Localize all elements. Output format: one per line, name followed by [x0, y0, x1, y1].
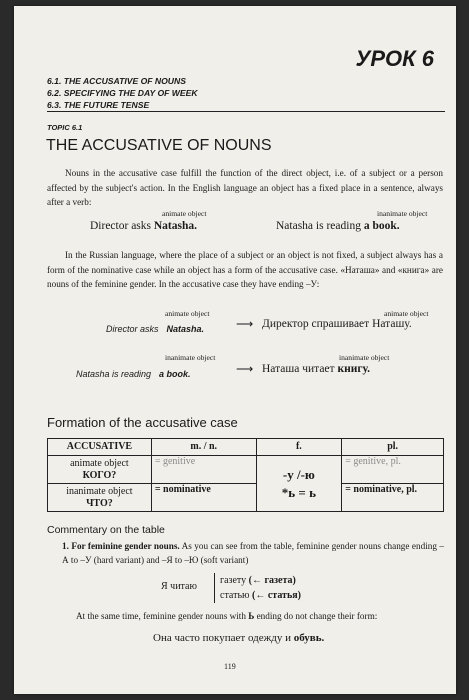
form-statyu-note: (← статья) — [252, 590, 301, 601]
ru-example-2-left-object: a book. — [159, 369, 191, 379]
page-number: 119 — [224, 662, 236, 671]
form-gazetu-note: (← газета) — [248, 575, 296, 586]
commentary-cont-post: ending do not change their form: — [254, 611, 378, 621]
ru-example-2-left — [76, 364, 191, 382]
ru-example-1-left-object: Natasha. — [166, 324, 205, 334]
commentary-title: Commentary on the table — [47, 524, 165, 536]
feminine-ending-cell — [256, 456, 342, 512]
ru-example-1-left-label: animate object — [165, 309, 210, 318]
final-example-object: обувь. — [293, 632, 325, 644]
final-example — [153, 632, 324, 644]
section-title: THE ACCUSATIVE OF NOUNS — [46, 137, 272, 154]
lesson-heading: УРОК 6 — [355, 46, 434, 71]
ru-example-1-right — [262, 318, 412, 330]
table-header-accusative: ACCUSATIVE — [48, 439, 152, 456]
arrow-icon: ⟶ — [236, 317, 254, 331]
feminine-ending-2: *ь = ь — [281, 484, 316, 500]
table-header-mn: m. / n. — [151, 439, 256, 456]
row-animate-label-top: animate object — [70, 457, 129, 469]
ru-example-2-right — [262, 363, 370, 375]
textbook-page — [14, 6, 456, 694]
commentary-item-1-continued — [76, 609, 456, 623]
feminine-ending-1: -у /-ю — [282, 466, 315, 482]
ru-example-2-right-object: книгу. — [337, 363, 371, 375]
commentary-cont-pre: At the same time, feminine gender nouns with — [76, 611, 249, 621]
example-sentence-1-verb: Director asks — [90, 220, 151, 232]
ru-example-2-left-text: Natasha is reading — [76, 369, 152, 379]
row-inanimate-label-top: inanimate object — [66, 485, 133, 497]
paragraph-russian: In the Russian language, where the place of a subject or an object is not fixed, a subject always has a form of the nominative case while an object has a form of the accusative case. «Наташа» and «книга» are nouns of the feminine gender. In the accusative case they have ending –У: — [47, 250, 443, 290]
form-statyu — [220, 588, 301, 603]
table-row-inanimate — [48, 484, 444, 512]
toc-divider — [47, 111, 445, 112]
row-animate-pl: = genitive, pl. — [342, 456, 444, 484]
ru-example-1-left — [106, 319, 204, 337]
example-inanimate-label: inanimate object — [377, 209, 428, 218]
accusative-table — [47, 438, 444, 512]
row-animate-label-question: КОГО? — [82, 469, 117, 481]
topic-label: TOPIC 6.1 — [47, 123, 83, 132]
commentary-item-1-head: 1. For feminine gender nouns. — [62, 541, 180, 551]
commentary-cont-soft-sign: Ь — [248, 611, 255, 621]
row-animate-label — [48, 456, 152, 484]
ru-example-2-right-text: Наташа читает — [262, 363, 335, 375]
ru-example-1-right-object: Наташу. — [372, 318, 412, 330]
toc-item-2: 6.2. SPECIFYING THE DAY OF WEEK — [47, 88, 198, 98]
row-animate-mn: = genitive — [151, 456, 256, 484]
formation-title: Formation of the accusative case — [47, 415, 238, 430]
row-inanimate-label-question: ЧТО? — [86, 497, 113, 509]
table-header-pl: pl. — [342, 439, 444, 456]
example-animate-label: animate object — [162, 209, 207, 218]
example-sentence-2-verb: Natasha is reading — [276, 220, 361, 232]
paragraph-intro: Nouns in the accusative case fulfill the function of the direct object, i.e. of a subject or a person affected by the subject's action. In the English language an object has a fixed place in a sentence, always after a verb: — [47, 168, 443, 208]
ru-example-1-right-label: animate object — [384, 309, 429, 318]
commentary-item-1-text: As you can see from the table, feminine gender nouns change ending –А to –У (hard variant) and –Я to –Ю (soft variant) — [62, 541, 444, 565]
ru-example-2-right-label: inanimate object — [339, 353, 390, 362]
toc-item-3: 6.3. THE FUTURE TENSE — [47, 100, 150, 110]
ru-example-1-right-text: Директор спрашивает — [262, 318, 370, 330]
row-inanimate-mn: = nominative — [151, 484, 256, 512]
example-sentence-2-object: a book. — [363, 220, 400, 232]
table-header-row — [48, 439, 444, 456]
commentary-item-1 — [62, 539, 444, 567]
forms-bracket — [214, 573, 301, 603]
ru-example-2-left-label: inanimate object — [165, 353, 216, 362]
example-sentence-1 — [90, 220, 197, 232]
example-sentence-1-object: Natasha. — [153, 220, 198, 232]
form-gazetu — [220, 573, 301, 588]
ya-chitayu: Я читаю — [161, 581, 197, 592]
toc-item-1: 6.1. THE ACCUSATIVE OF NOUNS — [47, 76, 186, 86]
form-statyu-word: статью — [220, 590, 250, 601]
example-sentence-2 — [276, 220, 400, 232]
ru-example-1-left-text: Director asks — [106, 324, 159, 334]
final-example-text: Она часто покупает одежду и — [153, 632, 294, 644]
arrow-icon: ⟶ — [236, 362, 254, 376]
table-header-f: f. — [256, 439, 342, 456]
row-inanimate-pl: = nominative, pl. — [342, 484, 444, 512]
row-inanimate-label — [48, 484, 152, 512]
form-gazetu-word: газету — [220, 575, 247, 586]
table-row-animate — [48, 456, 444, 484]
